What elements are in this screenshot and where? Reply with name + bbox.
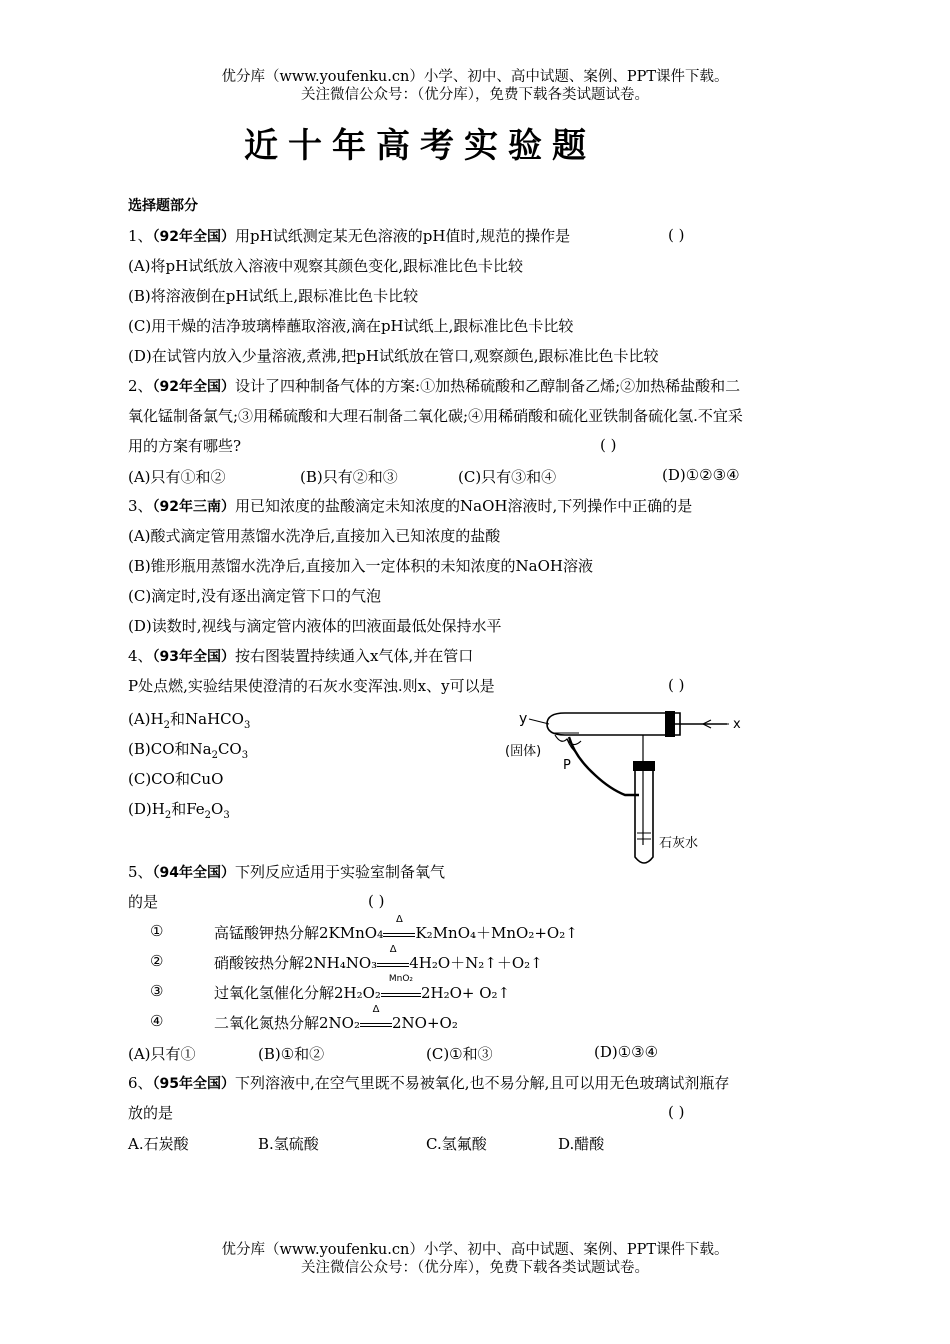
q5-r3-number: ③ [150,982,164,1000]
q3-stem: 3、（92年三南）用已知浓度的盐酸滴定未知浓度的NaOH溶液时,下列操作中正确的是 [128,497,693,515]
test-tube [635,771,653,863]
q6-option-c: C.氢氟酸 [426,1135,487,1153]
q1-option-d: (D)在试管内放入少量溶液,煮沸,把pH试纸放在管口,观察颜色,跟标准比色卡比较 [128,347,659,365]
q2-option-a: (A)只有①和② [128,468,226,486]
q5-option-c: (C)①和③ [426,1045,493,1063]
q3-option-b: (B)锥形瓶用蒸馏水洗净后,直接加入一定体积的未知浓度的NaOH溶液 [128,557,593,575]
q1-option-a: (A)将pH试纸放入溶液中观察其颜色变化,跟标准比色卡比较 [128,257,523,275]
q1-stem: 1、（92年全国）用pH试纸测定某无色溶液的pH值时,规范的操作是 [128,227,571,245]
q5-reaction-4: 二氧化氮热分解2NO₂ Δ 2NO+O₂ [214,1004,458,1032]
q6-stem-2: 放的是 [128,1104,174,1122]
q5-r2-number: ② [150,952,164,970]
label-solid: (固体) [505,744,542,759]
q2-option-c: (C)只有③和④ [458,468,557,486]
q6-option-d: D.醋酸 [558,1135,605,1153]
q5-reaction-2: 硝酸铵热分解2NH₄NO₃ Δ 4H₂O＋N₂↑＋O₂↑ [214,944,543,972]
q5-stem-2: 的是 [128,893,159,911]
q1-answer-blank: ( ) [668,226,685,244]
solid-sample [555,735,581,745]
q4-option-a: $(A)H_2$和NaHCO$_3$ [128,710,251,731]
q1-option-c: (C)用干燥的洁净玻璃棒蘸取溶液,滴在pH试纸上,跟标准比色卡比较 [128,317,574,335]
q2-option-b: (B)只有②和③ [300,468,398,486]
q4-option-c: (C)CO和CuO [128,770,224,788]
q5-reaction-3: 过氧化氢催化分解2H₂O₂ MnO₂ 2H₂O+ O₂↑ [214,974,511,1002]
q4-answer-blank: ( ) [668,676,685,694]
header-line-1: 优分库（www.youfenku.cn）小学、初中、高中试题、案例、PPT课件下载。 [221,69,729,85]
reaction-tube [547,713,680,735]
q1-option-b: (B)将溶液倒在pH试纸上,跟标准比色卡比较 [128,287,419,305]
footer-line-2: 关注微信公众号：（优分库），免费下载各类试题试卷。 [301,1260,649,1276]
test-tube-stopper [633,761,655,771]
q6-stem-1: 6、（95年全国）下列溶液中,在空气里既不易被氧化,也不易分解,且可以用无色玻璃试剂瓶存 [128,1074,730,1092]
q2-stem-2: 氧化锰制备氯气;③用稀硫酸和大理石制备二氧化碳;④用稀硝酸和硫化亚铁制备硫化氢.不宜采 [128,407,743,425]
q5-stem-1: 5、（94年全国）下列反应适用于实验室制备氧气 [128,863,446,881]
page-title: 近十年高考实验题 [244,126,596,166]
q4-option-b: (B)CO和$Na_2CO_3$ [128,740,249,761]
q5-r1-number: ① [150,922,164,940]
q5-answer-blank: ( ) [368,892,385,910]
q2-stem-1: 2、（92年全国）设计了四种制备气体的方案:①加热稀硫酸和乙醇制备乙烯;②加热稀盐酸和二 [128,377,741,395]
q5-option-a: (A)只有① [128,1045,196,1063]
header-line-2: 关注微信公众号：（优分库），免费下载各类试题试卷。 [301,87,649,103]
q3-option-a: (A)酸式滴定管用蒸馏水洗净后,直接加入已知浓度的盐酸 [128,527,501,545]
q5-option-d: (D)①③④ [594,1043,659,1061]
q3-option-d: (D)读数时,视线与滴定管内液体的凹液面最低处保持水平 [128,617,502,635]
q4-option-d: $(D)H_2$和$Fe_2O_3$ [128,800,230,821]
q5-reaction-1: 高锰酸钾热分解2KMnO4 Δ K₂MnO₄＋MnO₂+O₂↑ [214,914,578,942]
q6-option-b: B.氢硫酸 [258,1135,319,1153]
label-x: x [733,717,741,732]
label-limewater: 石灰水 [659,836,699,851]
label-p: P [563,758,571,773]
q3-option-c: (C)滴定时,没有逐出滴定管下口的气泡 [128,587,381,605]
q2-answer-blank: ( ) [600,436,617,454]
q5-option-b: (B)①和② [258,1045,325,1063]
delivery-tube [569,737,639,795]
q5-r4-number: ④ [150,1012,164,1030]
apparatus-figure [505,705,755,875]
q2-stem-3: 用的方案有哪些? [128,437,242,455]
tube-stopper [665,711,675,737]
section-heading: 选择题部分 [128,198,198,214]
q4-stem-1: 4、（93年全国）按右图装置持续通入x气体,并在管口 [128,647,474,665]
footer-line-1: 优分库（www.youfenku.cn）小学、初中、高中试题、案例、PPT课件下载。 [221,1242,729,1258]
q4-stem-2: P处点燃,实验结果使澄清的石灰水变浑浊.则x、y可以是 [128,677,495,695]
label-y: y [519,711,528,727]
q6-option-a: A.石炭酸 [128,1135,189,1153]
q2-option-d: (D)①②③④ [662,466,740,484]
q6-answer-blank: ( ) [668,1103,685,1121]
